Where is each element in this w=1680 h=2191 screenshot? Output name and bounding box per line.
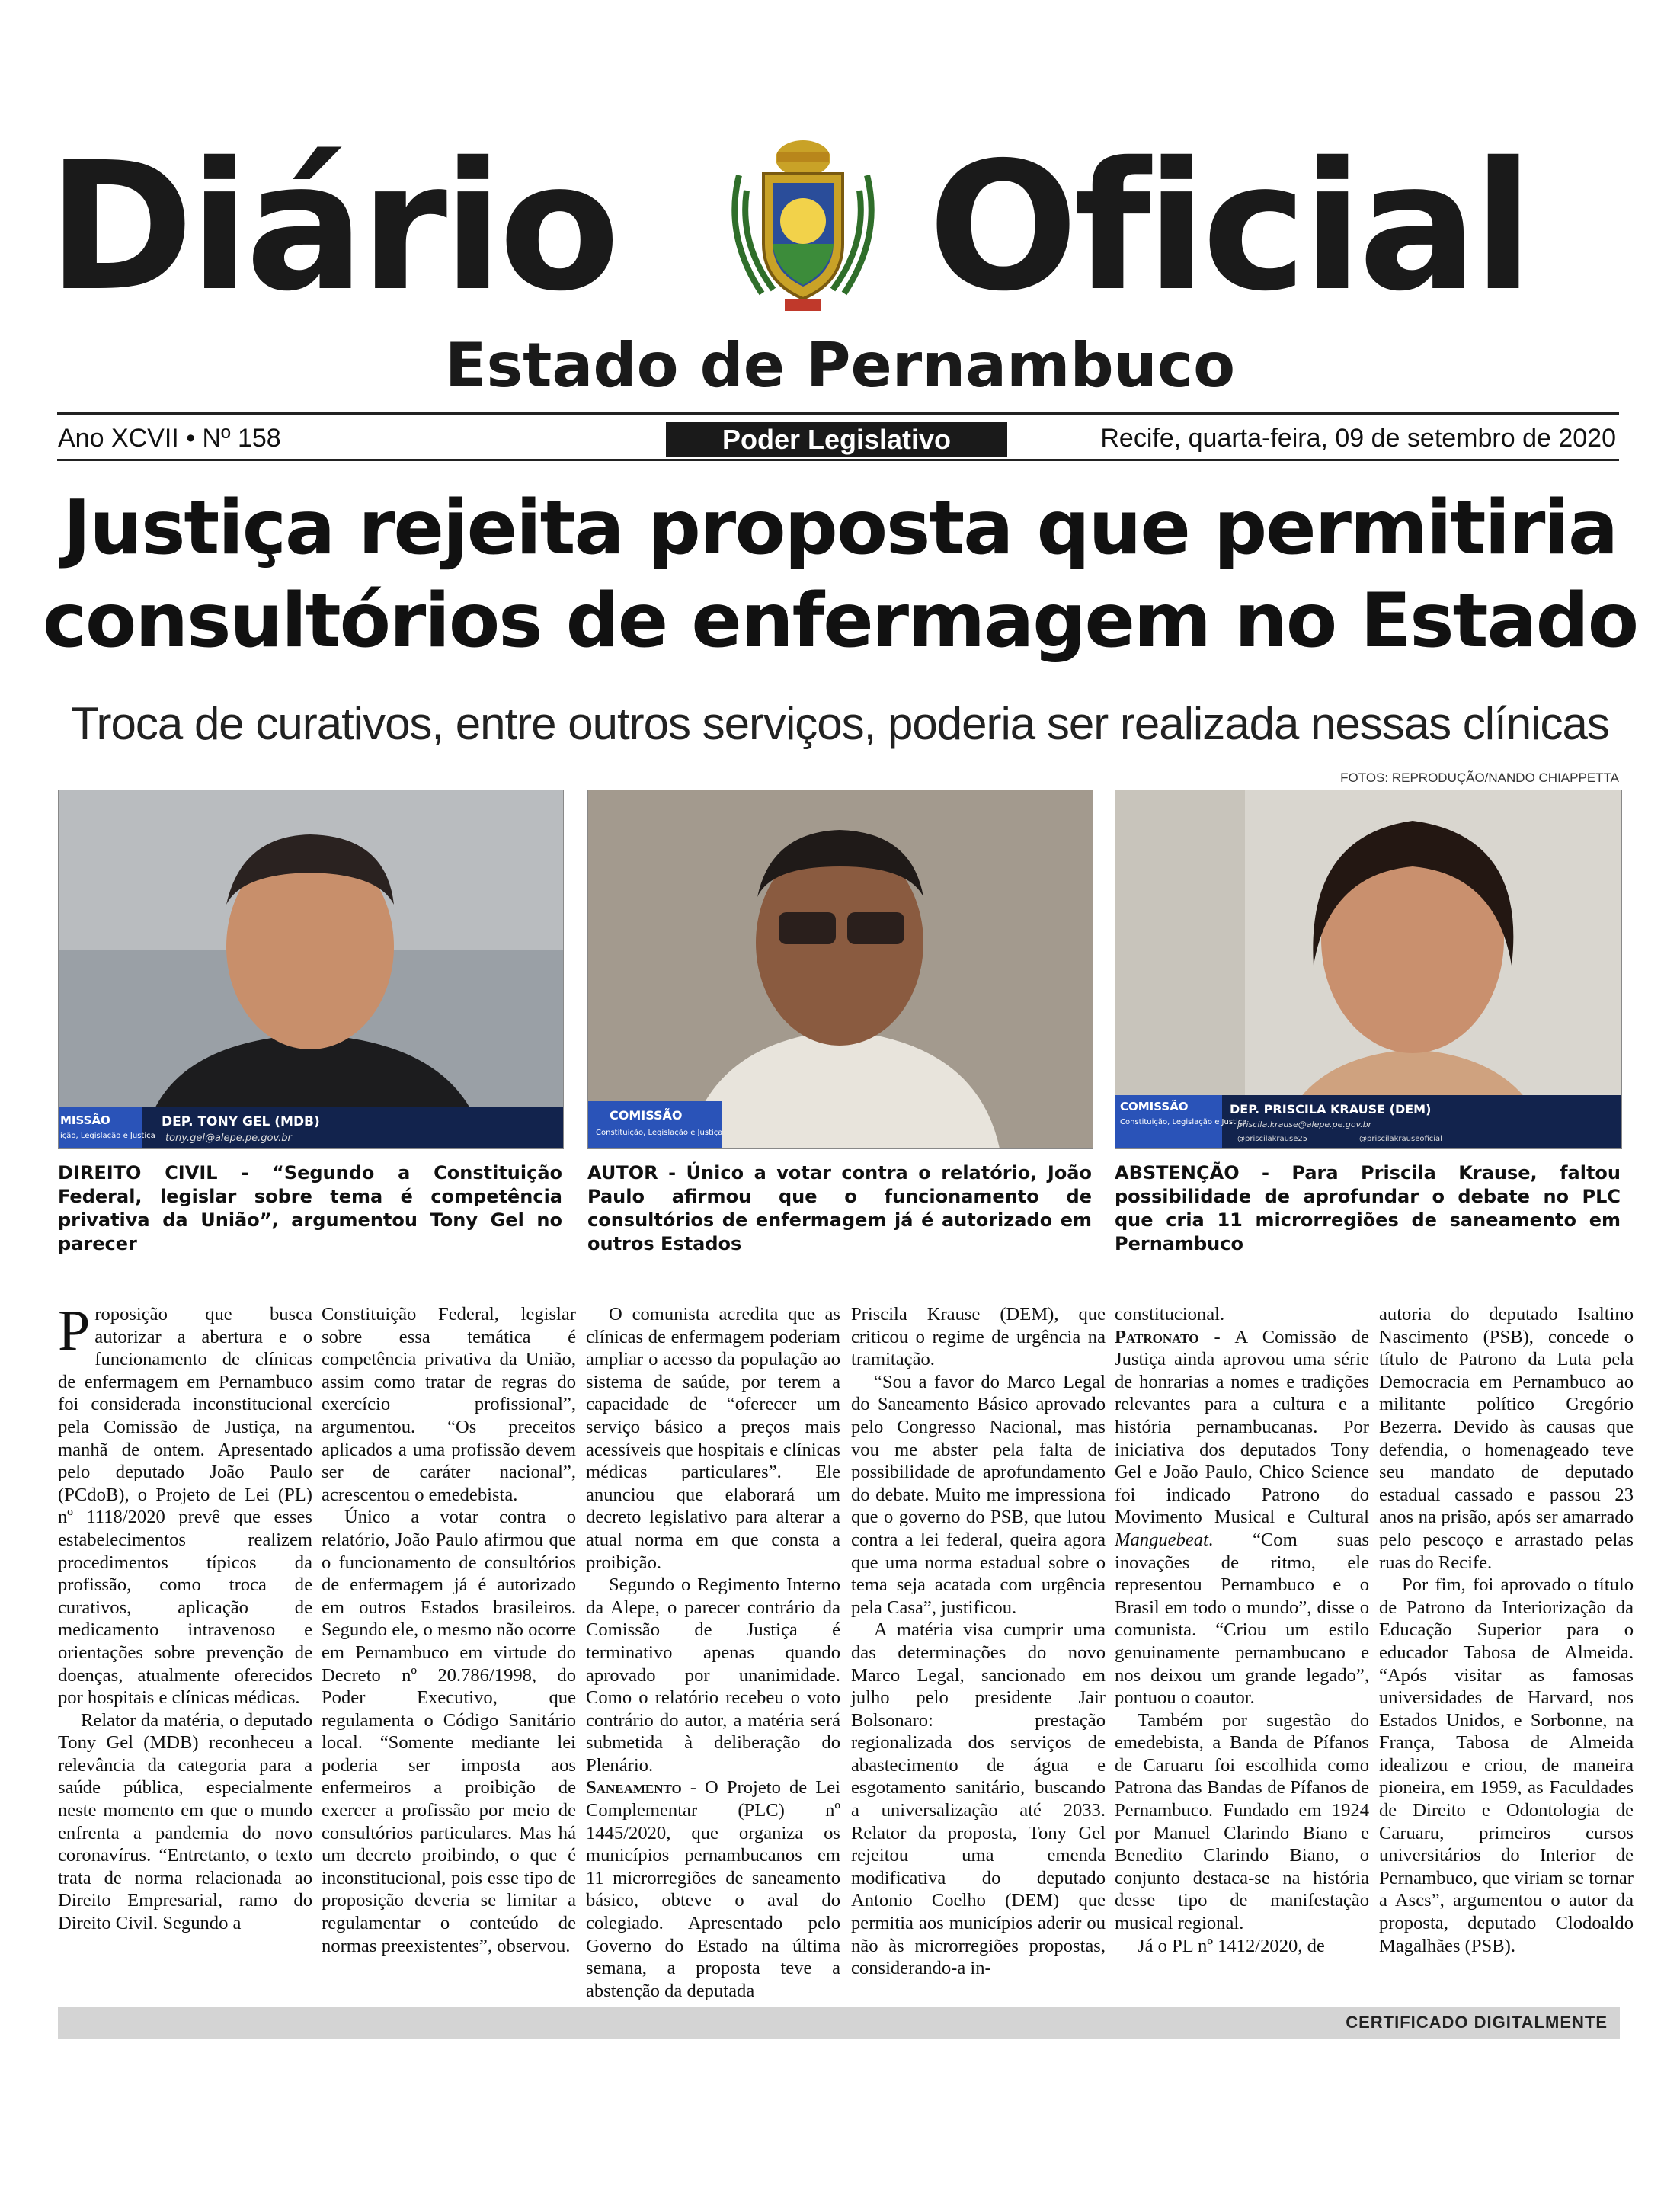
subhead-kicker: Patronato xyxy=(1115,1326,1199,1347)
article-paragraph: constitucional. xyxy=(1115,1304,1225,1325)
article-paragraph: O comunista acredita que as clínicas de enfermagem poderiam ampliar o acesso da população ao sistema de saúde, por terem a capacidade de “oferecer um serviço básico a preços mais acessíveis que hospitais e clínicas médicas particulares”. Ele anunciou que elaborará um decreto legislativo para alterar a atual norma em que consta a proibição. xyxy=(586,1304,840,1573)
digital-certificate-label: CERTIFICADO DIGITALMENTE xyxy=(1346,2013,1608,2032)
photo-joao-paulo xyxy=(587,790,1093,1149)
masthead-title-right: Oficial xyxy=(928,124,1529,330)
caption-photo-3 xyxy=(1115,1161,1621,1256)
masthead-subtitle: Estado de Pernambuco xyxy=(444,330,1236,401)
section-label: Poder Legislativo xyxy=(666,422,1007,457)
caption-2-kicker: AUTOR xyxy=(587,1162,658,1184)
photo-tony-gel xyxy=(58,790,564,1149)
caption-1-kicker: DIREITO CIVIL xyxy=(58,1162,218,1184)
dateline: Recife, quarta-feira, 09 de setembro de 2020 xyxy=(1100,424,1616,453)
photo3-tag: COMISSÃO xyxy=(1120,1100,1189,1113)
photo1-email: tony.gel@alepe.pe.gov.br xyxy=(165,1132,292,1144)
photo-priscila-krause xyxy=(1115,790,1622,1149)
article-column-5 xyxy=(1115,1303,1369,1957)
photo3-name: DEP. PRISCILA KRAUSE (DEM) xyxy=(1230,1102,1432,1116)
photo1-name: DEP. TONY GEL (MDB) xyxy=(162,1114,320,1129)
paragraph-text: roposição que busca autorizar a abertura e o funcionamento de clínicas de enfermagem em Pernambuco foi considerada inconstitucional pela Comissão de Justiça, na manhã de ontem. Apresentado pelo deputado João Paulo (PCdoB), o Projeto de Lei (PL) nº 1118/2020 prevê que esses estabelecimentos realizem procedimentos típicos da profissão, como troca de curativos, aplicação de medicamento intravenoso e orientações sobre prevenção de doenças, atualmente oferecidos por hospitais e clínicas médicas. xyxy=(58,1304,312,1709)
photo3-social-1: @priscilakrause25 xyxy=(1237,1135,1308,1143)
headline-line-1: Justiça rejeita proposta que permitiria xyxy=(62,485,1618,572)
caption-1-text: - “Segundo a Constituição Federal, legislar sobre tema é competência privativa da União”, argumentou Tony Gel no parecer xyxy=(58,1162,562,1254)
photo2-tag: COMISSÃO xyxy=(610,1108,683,1123)
paragraph-text: - O Projeto de Lei Complementar (PLC) nº 1445/2020, que organiza os municípios pernambucanos em 11 microrregiões de saneamento básico, obteve o aval do colegiado. Apresentado pelo Governo do Estado na última semana, a proposta teve a abstenção da deputada xyxy=(586,1777,840,2001)
caption-3-kicker: ABSTENÇÃO xyxy=(1115,1162,1240,1184)
photo1-tag: MISSÃO xyxy=(60,1113,110,1127)
masthead-title-left: Diário xyxy=(47,124,616,330)
article-paragraph: autoria do deputado Isaltino Nascimento (PSB), concede o título de Patrono da Luta pela Democracia em Pernambuco ao militante político Gregório Bezerra. Devido às causas que defendia, o homenageado teve seu mandato de deputado estadual cassado e passou 23 anos na prisão, após ser amarrado pelo pescoço e arrastado pelas ruas do Recife. xyxy=(1379,1304,1634,1573)
article-paragraph xyxy=(586,1776,840,2002)
article-paragraph: A matéria visa cumprir uma das determinações do novo Marco Legal, sancionado em julho pelo presidente Jair Bolsonaro: prestação regionalizada dos serviços de abastecimento de água e esgotamento sanitário, buscando a universalização até 2033. Relator da proposta, Tony Gel rejeitou uma emenda modificativa do deputado Antonio Coelho (DEM) que permitia aos municípios aderir ou não às microrregiões propostas, considerando-a in- xyxy=(851,1619,1106,1979)
bottom-rule xyxy=(57,459,1619,461)
article-paragraph: Priscila Krause (DEM), que criticou o regime de urgência na tramitação. xyxy=(851,1304,1106,1370)
article-column-1 xyxy=(58,1299,312,1935)
photo-credit: FOTOS: REPRODUÇÃO/NANDO CHIAPPETTA xyxy=(1340,770,1619,785)
article-paragraph: Também por sugestão do emedebista, a Banda de Pífanos de Caruaru foi escolhida como Patrona das Bandas de Pífanos de Pernambuco. Fundado em 1924 por Manuel Clarindo Biano e Benedito Clarindo Biano, o conjunto destaca-se na história desse tipo de manifestação musical regional. xyxy=(1115,1709,1369,1934)
drop-cap: P xyxy=(58,1299,91,1363)
article-paragraph: Único a votar contra o relatório, João Paulo afirmou que o funcionamento de consultórios de enfermagem já é autorizado em outros Estados brasileiros. Segundo ele, o mesmo não ocorre em Pernambuco em virtude do Decreto nº 20.786/1998, do Poder Executivo, que regulamenta o Código Sanitário local. “Somente mediante lei poderia ser imposta aos enfermeiros a proibição de exercer a profissão por meio de consultórios particulares. Mas há um decreto proibindo, o que é inconstitucional, pois esse tipo de proposição deveria se limitar a regulamentar o conteúdo de normas preexistentes”, observou. xyxy=(322,1507,576,1956)
photo3-sub: Constituição, Legislação e Justiça xyxy=(1120,1118,1247,1126)
caption-photo-2 xyxy=(587,1161,1092,1256)
top-rule xyxy=(57,412,1619,415)
italic-term: Manguebeat xyxy=(1115,1529,1208,1550)
article-paragraph: Segundo o Regimento Interno da Alepe, o parecer contrário da Comissão de Justiça é terminativo apenas quando aprovado por unanimidade. Como o relatório recebeu o voto contrário do autor, a matéria será submetida à deliberação do Plenário. xyxy=(586,1574,840,1776)
photo3-social-2: @priscilakrauseoficial xyxy=(1359,1135,1442,1143)
article-column-4 xyxy=(851,1303,1106,1980)
article-column-3 xyxy=(586,1303,840,2002)
caption-2-text: - Único a votar contra o relatório, João Paulo afirmou que o funcionamento de consultórios de enfermagem já é autorizado em outros Estados xyxy=(587,1162,1092,1254)
article-column-6 xyxy=(1379,1303,1634,1957)
paragraph-text: - A Comissão de Justiça ainda aprovou uma série de honrarias a nomes e tradições relevantes para a cultura e a história pernambucanas. Por iniciativa dos deputados Tony Gel e João Paulo, Chico Science foi indicado Patrono do Movimento Musical e Cultural xyxy=(1115,1326,1369,1528)
caption-3-text: - Para Priscila Krause, faltou possibilidade de aprofundar o debate no PLC que cria 11 microrregiões de saneamento em Pernambuco xyxy=(1115,1162,1621,1254)
article-column-2 xyxy=(322,1303,576,1957)
photo3-email: priscila.krause@alepe.pe.gov.br xyxy=(1237,1120,1372,1129)
photo1-sub: ição, Legislação e Justiça xyxy=(60,1132,155,1140)
pernambuco-coat-of-arms-icon xyxy=(716,130,890,320)
photo2-sub: Constituição, Legislação e Justiça xyxy=(596,1129,723,1137)
article-paragraph xyxy=(58,1299,312,1709)
deck: Troca de curativos, entre outros serviços, poderia ser realizada nessas clínicas xyxy=(71,698,1609,749)
article-paragraph: Já o PL nº 1412/2020, de xyxy=(1138,1935,1325,1956)
headline-line-2: consultórios de enfermagem no Estado xyxy=(42,578,1638,665)
article-paragraph xyxy=(1115,1326,1369,1709)
subhead-kicker: Saneamento xyxy=(586,1777,682,1799)
edition-number: Ano XCVII • Nº 158 xyxy=(58,424,281,453)
article-paragraph: Relator da matéria, o deputado Tony Gel (MDB) reconheceu a relevância da categoria para a saúde pública, especialmente neste momento em que o mundo enfrenta a pandemia do novo coronavírus. “Entretanto, o texto trata de norma relacionada ao Direito Empresarial, ramo do Direito Civil. Segundo a xyxy=(58,1709,312,1934)
article-paragraph: Por fim, foi aprovado o título de Patrono da Interiorização da Educação Superior para o educador Tabosa de Almeida. “Após visitar as famosas universidades de Harvard, nos Estados Unidos, e Sorbonne, na França, Tabosa de Almeida idealizou e criou, de maneira pioneira, em 1959, as Faculdades de Direito e Odontologia de Caruaru, primeiros cursos universitários do Interior de Pernambuco, que viriam se tornar a Ascs”, argumentou o autor da proposta, deputado Clodoaldo Magalhães (PSB). xyxy=(1379,1574,1634,1956)
caption-photo-1 xyxy=(58,1161,562,1256)
article-paragraph: “Sou a favor do Marco Legal do Saneamento Básico aprovado pelo Congresso Nacional, mas vou me abster pela falta de possibilidade de aprofundamento do debate. Muito me impressiona que o governo do PSB, que lutou contra a lei federal, queira agora que uma norma estadual sobre o tema seja acatada com urgência pela Casa”, justificou. xyxy=(851,1371,1106,1618)
paragraph-text: . “Com suas inovações de ritmo, ele representou Pernambuco e o Brasil em todo o mundo”, disse o comunista. “Criou um estilo genuinamente pernambucano e nos deixou um grande legado”, pontuou o coautor. xyxy=(1115,1529,1369,1709)
article-paragraph: Constituição Federal, legislar sobre essa temática é competência privativa da União, assim como tratar de regras do exercício profissional”, argumentou. “Os preceitos aplicados a uma profissão devem ser de caráter nacional”, acrescentou o emedebista. xyxy=(322,1304,576,1505)
